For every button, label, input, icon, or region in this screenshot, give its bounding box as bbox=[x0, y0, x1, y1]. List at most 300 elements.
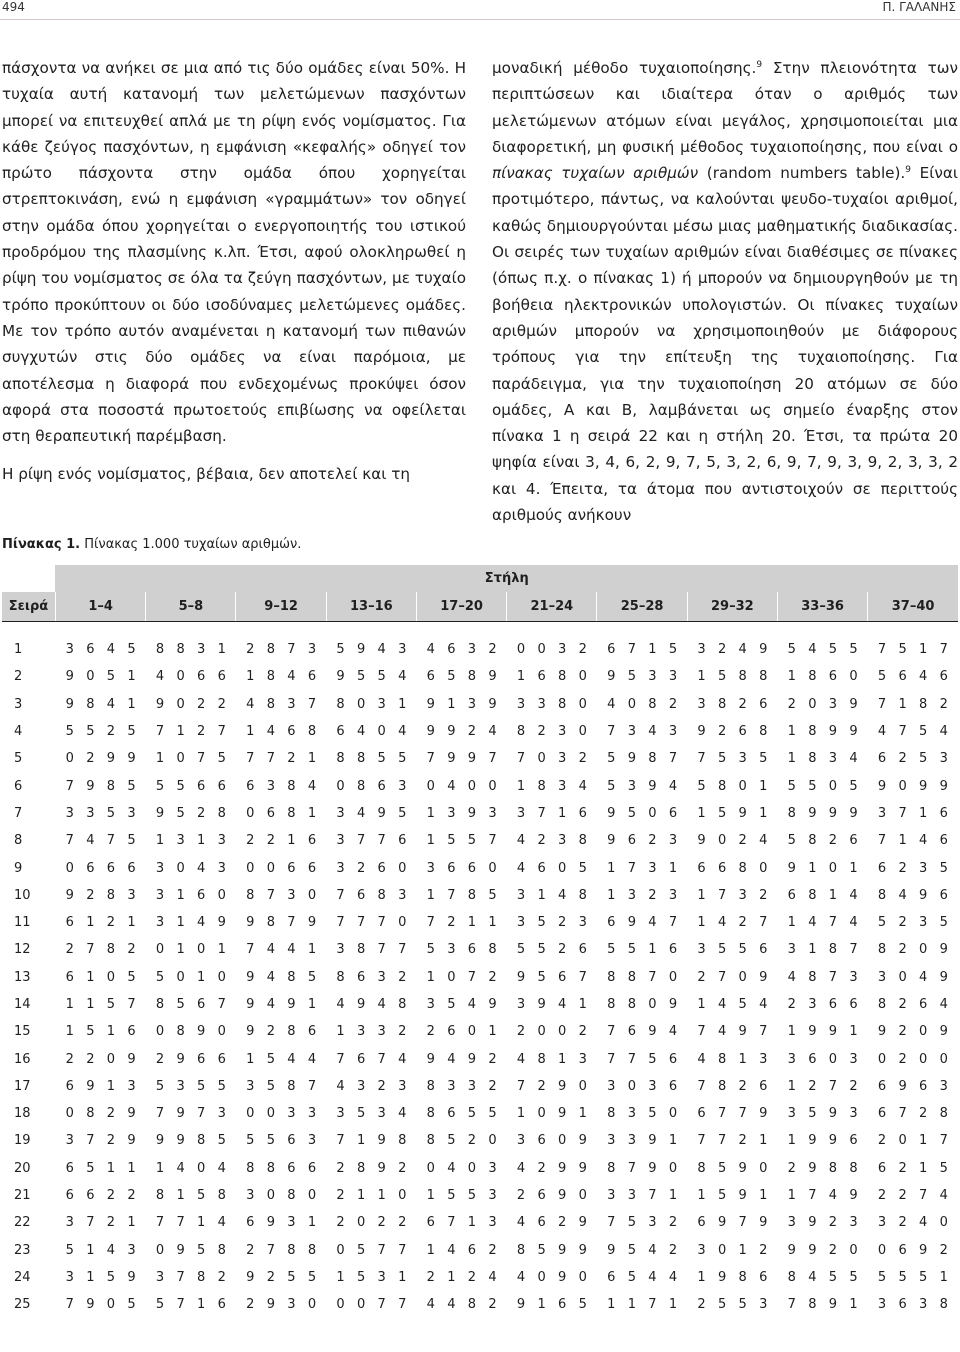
digit-group bbox=[687, 861, 777, 876]
digit-group bbox=[146, 1024, 236, 1039]
digit: 2 bbox=[516, 1024, 526, 1040]
digit-group bbox=[416, 861, 506, 876]
digit: 5 bbox=[738, 1297, 747, 1313]
digit: 7 bbox=[537, 805, 546, 821]
digit: 0 bbox=[849, 1242, 858, 1258]
digit: 5 bbox=[516, 942, 526, 958]
digit: 5 bbox=[106, 1269, 116, 1285]
digit: 8 bbox=[287, 1242, 296, 1258]
digit: 5 bbox=[537, 1242, 546, 1258]
digit: 4 bbox=[217, 1160, 226, 1176]
digit: 7 bbox=[336, 887, 345, 903]
digit-group-cell bbox=[416, 800, 506, 827]
digit: 6 bbox=[86, 860, 95, 876]
digit-group-cell bbox=[868, 1264, 958, 1291]
digit: 5 bbox=[787, 642, 796, 658]
digit: 4 bbox=[939, 997, 948, 1012]
digit: 1 bbox=[86, 997, 95, 1012]
digit: 7 bbox=[668, 915, 678, 931]
digit: 9 bbox=[217, 915, 226, 931]
digit: 4 bbox=[849, 751, 858, 767]
digit: 9 bbox=[648, 1160, 657, 1176]
digit: 8 bbox=[759, 724, 768, 740]
digit-group bbox=[55, 724, 145, 739]
digit-group bbox=[507, 669, 597, 684]
digit: 6 bbox=[447, 1106, 456, 1122]
digit: 9 bbox=[447, 751, 456, 767]
digit: 2 bbox=[877, 1188, 887, 1204]
digit: 1 bbox=[307, 942, 317, 958]
digit: 5 bbox=[828, 642, 838, 658]
digit: 8 bbox=[808, 969, 817, 985]
digit: 4 bbox=[266, 997, 275, 1012]
digit: 7 bbox=[86, 1215, 95, 1231]
table-row bbox=[2, 964, 958, 991]
digit: 3 bbox=[516, 805, 526, 821]
digit: 9 bbox=[808, 1215, 817, 1231]
digit-group bbox=[55, 642, 145, 657]
digit: 6 bbox=[266, 805, 275, 821]
digit: 5 bbox=[86, 1024, 95, 1040]
digit-group-cell bbox=[507, 663, 597, 690]
digit: 1 bbox=[377, 1188, 386, 1204]
digit: 3 bbox=[398, 1078, 407, 1094]
digit: 9 bbox=[738, 1160, 747, 1176]
digit-group bbox=[507, 1024, 597, 1039]
digit-group-cell bbox=[868, 1073, 958, 1100]
digit: 2 bbox=[488, 1051, 497, 1067]
digit-group bbox=[597, 806, 687, 821]
digit: 8 bbox=[176, 642, 185, 658]
digit: 4 bbox=[558, 997, 567, 1012]
digit: 3 bbox=[558, 724, 567, 740]
digit-group bbox=[597, 642, 687, 657]
digit-group-cell bbox=[507, 745, 597, 772]
digit: 9 bbox=[86, 1078, 95, 1094]
digit-group-cell bbox=[507, 827, 597, 854]
digit: 4 bbox=[246, 696, 255, 712]
digit: 8 bbox=[287, 805, 296, 821]
digit: 4 bbox=[106, 642, 116, 658]
digit: 2 bbox=[488, 1078, 497, 1094]
digit: 3 bbox=[627, 1188, 636, 1204]
digit: 7 bbox=[336, 1051, 345, 1067]
digit: 2 bbox=[648, 833, 657, 849]
digit: 8 bbox=[558, 669, 567, 685]
digit: 7 bbox=[607, 724, 616, 740]
digit: 9 bbox=[377, 1160, 386, 1176]
digit: 1 bbox=[578, 997, 587, 1012]
digit: 4 bbox=[336, 997, 345, 1012]
digit: 2 bbox=[537, 724, 546, 740]
digit: 3 bbox=[488, 1188, 497, 1204]
digit-group bbox=[236, 833, 326, 848]
digit: 3 bbox=[287, 1106, 296, 1122]
digit: 7 bbox=[217, 997, 226, 1012]
digit: 1 bbox=[668, 1297, 678, 1313]
digit: 1 bbox=[86, 915, 95, 931]
digit-group-cell bbox=[146, 936, 236, 963]
digit: 2 bbox=[898, 1024, 907, 1040]
digit-group bbox=[687, 751, 777, 766]
digit: 0 bbox=[467, 778, 477, 794]
digit-group bbox=[236, 751, 326, 766]
digit-group bbox=[868, 1215, 958, 1230]
digit: 3 bbox=[217, 860, 226, 876]
digit: 2 bbox=[246, 1242, 255, 1258]
digit: 4 bbox=[467, 997, 477, 1012]
digit: 5 bbox=[155, 969, 165, 985]
digit: 9 bbox=[627, 915, 636, 931]
digit: 3 bbox=[155, 887, 165, 903]
table-row bbox=[2, 827, 958, 854]
digit-group bbox=[416, 833, 506, 848]
digit: 2 bbox=[336, 1215, 345, 1231]
digit-group bbox=[868, 1243, 958, 1258]
digit: 6 bbox=[65, 1160, 74, 1176]
digit: 0 bbox=[176, 696, 185, 712]
digit-group-cell bbox=[146, 663, 236, 690]
digit: 8 bbox=[155, 1188, 165, 1204]
digit: 7 bbox=[697, 751, 706, 767]
digit: 1 bbox=[426, 969, 435, 985]
digit: 7 bbox=[939, 642, 948, 658]
digit: 2 bbox=[106, 1215, 116, 1231]
digit-group bbox=[416, 1052, 506, 1067]
digit-group bbox=[507, 724, 597, 739]
digit-group bbox=[146, 1243, 236, 1258]
digit: 9 bbox=[578, 1215, 587, 1231]
digit: 1 bbox=[787, 669, 796, 685]
digit: 6 bbox=[307, 1160, 317, 1176]
digit: 7 bbox=[336, 915, 345, 931]
digit: 0 bbox=[668, 1160, 678, 1176]
digit: 9 bbox=[828, 1106, 838, 1122]
digit: 0 bbox=[356, 696, 366, 712]
digit: 6 bbox=[217, 778, 226, 794]
digit: 8 bbox=[246, 1160, 255, 1176]
row-number: 18 bbox=[14, 1106, 31, 1122]
row-number: 13 bbox=[14, 969, 31, 985]
digit: 0 bbox=[919, 1024, 928, 1040]
digit: 0 bbox=[106, 969, 116, 985]
digit-group-cell bbox=[507, 991, 597, 1018]
digit: 8 bbox=[266, 915, 275, 931]
digit: 5 bbox=[939, 860, 948, 876]
digit-group-cell bbox=[416, 1291, 506, 1318]
digit: 8 bbox=[808, 724, 817, 740]
digit-group-cell bbox=[236, 854, 326, 881]
digit-group-cell bbox=[236, 663, 326, 690]
digit: 1 bbox=[759, 778, 768, 794]
digit: 9 bbox=[176, 1242, 185, 1258]
digit-group-cell bbox=[868, 1045, 958, 1072]
group-header-row bbox=[2, 565, 958, 592]
digit-group bbox=[326, 942, 416, 957]
digit-group bbox=[777, 1243, 867, 1258]
digit: 9 bbox=[65, 669, 74, 685]
digit-group-cell bbox=[777, 991, 867, 1018]
digit: 3 bbox=[467, 1078, 477, 1094]
digit: 9 bbox=[939, 969, 948, 985]
digit: 0 bbox=[307, 1297, 317, 1313]
digit-group-cell bbox=[868, 827, 958, 854]
digit: 4 bbox=[426, 642, 435, 658]
digit-group-cell bbox=[687, 827, 777, 854]
digit: 5 bbox=[176, 778, 185, 794]
digit: 1 bbox=[86, 1242, 95, 1258]
digit-group bbox=[868, 888, 958, 903]
digit: 9 bbox=[426, 1051, 435, 1067]
column-range-header: 13–16 bbox=[326, 592, 416, 622]
digit: 2 bbox=[939, 696, 948, 712]
digit-group bbox=[416, 724, 506, 739]
digit: 4 bbox=[287, 669, 296, 685]
digit: 9 bbox=[898, 1078, 907, 1094]
digit: 8 bbox=[336, 696, 345, 712]
digit-group-cell bbox=[236, 964, 326, 991]
digit: 7 bbox=[697, 1078, 706, 1094]
digit: 6 bbox=[607, 915, 616, 931]
digit: 6 bbox=[217, 1051, 226, 1067]
digit: 5 bbox=[738, 942, 747, 958]
digit: 7 bbox=[516, 751, 526, 767]
digit-group bbox=[597, 1188, 687, 1203]
digit-group bbox=[416, 1024, 506, 1039]
digit: 0 bbox=[919, 1051, 928, 1067]
digit: 8 bbox=[877, 887, 887, 903]
digit: 6 bbox=[287, 1133, 296, 1149]
digit-group-cell bbox=[687, 1291, 777, 1318]
digit-group-cell bbox=[687, 964, 777, 991]
digit-group-cell bbox=[236, 772, 326, 799]
digit: 3 bbox=[197, 642, 206, 658]
digit: 3 bbox=[787, 1051, 796, 1067]
digit-group-cell bbox=[146, 800, 236, 827]
digit: 2 bbox=[106, 1133, 116, 1149]
digit: 8 bbox=[197, 1269, 206, 1285]
digit-group bbox=[687, 669, 777, 684]
digit: 2 bbox=[537, 1160, 546, 1176]
digit: 3 bbox=[356, 1078, 366, 1094]
digit: 8 bbox=[828, 942, 838, 958]
digit: 5 bbox=[217, 1078, 226, 1094]
digit: 3 bbox=[516, 696, 526, 712]
digit: 7 bbox=[106, 833, 116, 849]
digit-group-cell bbox=[777, 1018, 867, 1045]
digit: 1 bbox=[898, 833, 907, 849]
digit-group-cell bbox=[55, 718, 145, 745]
digit: 6 bbox=[877, 1160, 887, 1176]
digit-group bbox=[55, 1297, 145, 1312]
digit: 9 bbox=[828, 1024, 838, 1040]
digit: 7 bbox=[426, 915, 435, 931]
row-number: 8 bbox=[14, 833, 23, 849]
digit: 3 bbox=[287, 887, 296, 903]
digit: 1 bbox=[197, 1215, 206, 1231]
digit: 1 bbox=[668, 1188, 678, 1204]
digit-group bbox=[416, 1133, 506, 1148]
digit-group bbox=[416, 1188, 506, 1203]
digit: 7 bbox=[65, 778, 74, 794]
digit-group-cell bbox=[507, 1155, 597, 1182]
digit-group-cell bbox=[416, 718, 506, 745]
digit: 2 bbox=[828, 833, 838, 849]
digit: 4 bbox=[717, 915, 727, 931]
digit-group-cell bbox=[326, 772, 416, 799]
digit: 3 bbox=[246, 1188, 255, 1204]
digit-group bbox=[597, 1243, 687, 1258]
digit-group-cell bbox=[507, 1291, 597, 1318]
digit: 4 bbox=[197, 915, 206, 931]
digit: 9 bbox=[919, 1242, 928, 1258]
digit-group-cell bbox=[777, 772, 867, 799]
digit-group-cell bbox=[55, 854, 145, 881]
digit: 4 bbox=[287, 1051, 296, 1067]
digit-group bbox=[597, 751, 687, 766]
digit-group-cell bbox=[146, 1100, 236, 1127]
digit-group-cell bbox=[416, 1100, 506, 1127]
digit: 4 bbox=[516, 1215, 526, 1231]
digit-group-cell bbox=[326, 800, 416, 827]
digit: 5 bbox=[266, 1133, 275, 1149]
digit: 6 bbox=[668, 942, 678, 958]
digit: 1 bbox=[197, 833, 206, 849]
digit: 9 bbox=[607, 833, 616, 849]
digit-group bbox=[777, 915, 867, 930]
digit-group bbox=[416, 806, 506, 821]
digit-group-cell bbox=[326, 1264, 416, 1291]
digit: 3 bbox=[127, 1242, 136, 1258]
digit-group bbox=[416, 888, 506, 903]
digit: 1 bbox=[467, 1215, 477, 1231]
digit: 7 bbox=[377, 833, 386, 849]
digit: 2 bbox=[668, 696, 678, 712]
digit: 3 bbox=[377, 1024, 386, 1040]
digit-group bbox=[687, 888, 777, 903]
digit-group-cell bbox=[507, 936, 597, 963]
digit-group-cell bbox=[868, 691, 958, 718]
digit: 1 bbox=[849, 1024, 858, 1040]
digit: 7 bbox=[377, 942, 386, 958]
digit: 0 bbox=[336, 1242, 345, 1258]
digit: 0 bbox=[447, 969, 456, 985]
digit: 9 bbox=[266, 1297, 275, 1313]
digit: 1 bbox=[516, 778, 526, 794]
digit: 7 bbox=[246, 942, 255, 958]
digit: 5 bbox=[607, 942, 616, 958]
digit-group-cell bbox=[236, 1237, 326, 1264]
digit-group bbox=[868, 1270, 958, 1285]
digit: 6 bbox=[939, 833, 948, 849]
digit-group bbox=[416, 997, 506, 1012]
digit: 9 bbox=[627, 751, 636, 767]
digit: 6 bbox=[607, 1269, 616, 1285]
digit: 0 bbox=[578, 1078, 587, 1094]
digit: 5 bbox=[65, 724, 74, 740]
digit: 1 bbox=[697, 1269, 706, 1285]
running-author: Π. ΓΑΛΑΝΗΣ bbox=[882, 0, 956, 14]
digit: 5 bbox=[738, 997, 747, 1012]
digit-group-cell bbox=[507, 1127, 597, 1154]
digit: 8 bbox=[307, 724, 317, 740]
digit: 9 bbox=[467, 805, 477, 821]
digit: 3 bbox=[607, 1188, 616, 1204]
digit-group-cell bbox=[55, 691, 145, 718]
digit: 5 bbox=[898, 642, 907, 658]
digit-group-cell bbox=[507, 1264, 597, 1291]
digit-group-cell bbox=[236, 800, 326, 827]
digit: 1 bbox=[426, 1188, 435, 1204]
digit: 9 bbox=[787, 860, 796, 876]
digit: 3 bbox=[217, 1106, 226, 1122]
digit-group bbox=[687, 642, 777, 657]
digit: 3 bbox=[877, 1215, 887, 1231]
digit-group-cell bbox=[868, 909, 958, 936]
digit: 3 bbox=[65, 1269, 74, 1285]
digit-group bbox=[236, 1024, 326, 1039]
digit: 5 bbox=[356, 1269, 366, 1285]
digit: 8 bbox=[287, 1024, 296, 1040]
digit: 8 bbox=[336, 751, 345, 767]
digit: 5 bbox=[106, 997, 116, 1012]
digit-group bbox=[687, 779, 777, 794]
digit: 8 bbox=[516, 724, 526, 740]
digit: 3 bbox=[155, 860, 165, 876]
digit-group bbox=[146, 1052, 236, 1067]
digit: 7 bbox=[86, 942, 95, 958]
digit: 4 bbox=[939, 724, 948, 740]
digit-group bbox=[597, 1052, 687, 1067]
digit: 8 bbox=[648, 696, 657, 712]
digit: 8 bbox=[648, 751, 657, 767]
digit: 8 bbox=[607, 997, 616, 1012]
digit-group bbox=[777, 751, 867, 766]
digit: 4 bbox=[516, 1160, 526, 1176]
digit-group bbox=[777, 1052, 867, 1067]
digit-group-cell bbox=[236, 1045, 326, 1072]
digit: 7 bbox=[155, 724, 165, 740]
table-row bbox=[2, 854, 958, 881]
digit-group bbox=[146, 915, 236, 930]
digit: 3 bbox=[488, 1160, 497, 1176]
digit-group bbox=[146, 751, 236, 766]
digit: 5 bbox=[307, 969, 317, 985]
digit: 4 bbox=[106, 1242, 116, 1258]
digit: 4 bbox=[919, 1215, 928, 1231]
digit: 1 bbox=[939, 1269, 948, 1285]
digit-group bbox=[326, 1024, 416, 1039]
digit: 3 bbox=[287, 696, 296, 712]
digit: 0 bbox=[398, 1188, 407, 1204]
digit: 3 bbox=[627, 724, 636, 740]
digit: 2 bbox=[266, 1269, 275, 1285]
digit: 5 bbox=[828, 1269, 838, 1285]
digit: 5 bbox=[217, 1133, 226, 1149]
digit-group bbox=[146, 1161, 236, 1176]
digit: 1 bbox=[176, 724, 185, 740]
digit: 4 bbox=[447, 1160, 456, 1176]
digit: 3 bbox=[307, 1133, 317, 1149]
digit-group bbox=[597, 1133, 687, 1148]
digit: 1 bbox=[607, 860, 616, 876]
digit: 7 bbox=[877, 642, 887, 658]
digit-group bbox=[597, 970, 687, 985]
table-row bbox=[2, 663, 958, 690]
digit: 9 bbox=[488, 997, 497, 1012]
digit-group-cell bbox=[416, 964, 506, 991]
digit: 7 bbox=[697, 1133, 706, 1149]
